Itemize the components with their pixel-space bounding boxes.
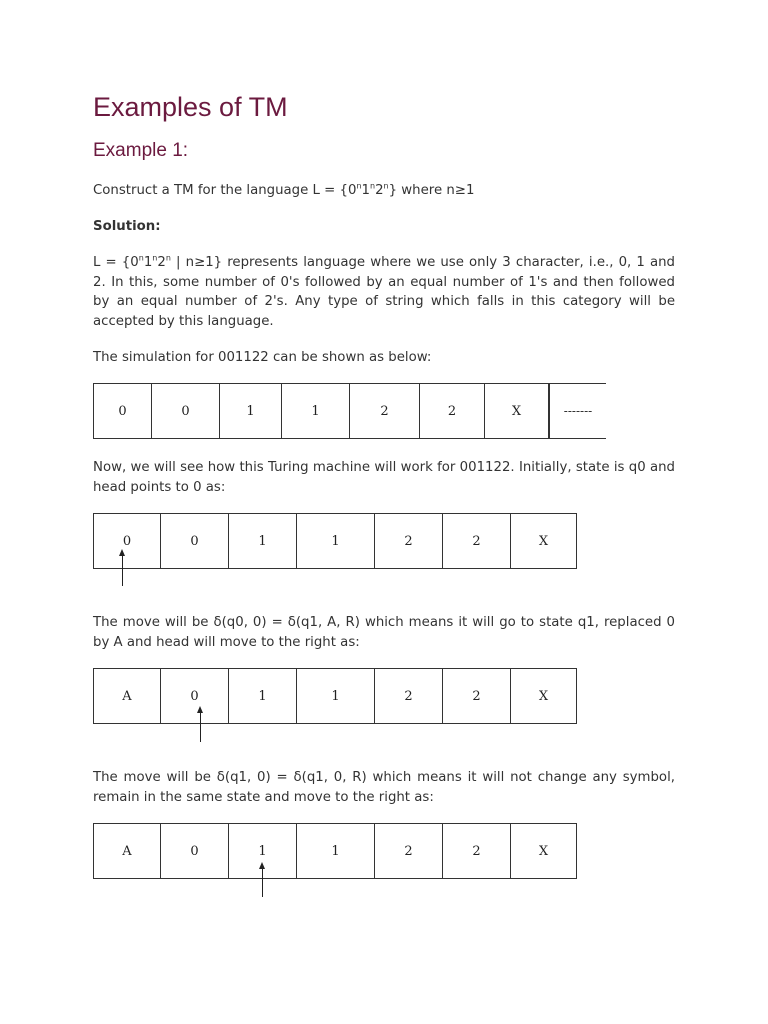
tape-cell: A xyxy=(93,669,160,723)
tape-diagram-step3 xyxy=(93,823,577,879)
tape-continuation: ------- xyxy=(548,384,606,438)
step2-text: The move will be δ(q0, 0) = δ(q1, A, R) which means it will go to state q1, replaced 0 by A and head will move to the right as: xyxy=(93,615,675,650)
section-heading: Example 1: xyxy=(93,140,189,161)
tape-cell: 1 xyxy=(296,669,374,723)
tape-cell: X xyxy=(510,514,577,568)
tape-cell: A xyxy=(93,824,160,878)
tape-cell: 1 xyxy=(296,824,374,878)
tape-cell: X xyxy=(510,824,577,878)
step3-text: The move will be δ(q1, 0) = δ(q1, 0, R) which means it will not change any symbol, remain in the same state and move to the right as: xyxy=(93,770,675,805)
tape-cell: 2 xyxy=(374,514,442,568)
description-paragraph: $L = \{0^n1^n2^n$ | n≥1} represents language where we use only 3 character, i.e., 0, 1 and 2. In this, some number of 0's followed by an equal number of 1's and then followed by an equal number of 2's. Any type of string which falls in this category will be accepted by this language. xyxy=(93,253,675,329)
tape-cell: 2 xyxy=(374,669,442,723)
tape-cell: 0 xyxy=(160,824,228,878)
tape-cell: 2 xyxy=(349,384,419,438)
tape-diagram-step2 xyxy=(93,668,577,724)
tape-cell: 2 xyxy=(442,514,510,568)
tape-cell: 2 xyxy=(374,824,442,878)
tape-cell: 0 xyxy=(151,384,219,438)
solution-label: Solution: xyxy=(93,219,161,234)
head-arrow-icon xyxy=(200,712,201,742)
tape-cell: X xyxy=(484,384,548,438)
problem-statement: Construct a TM for the language $L = \{0^n1^n2^n\}$ where n≥1 xyxy=(93,181,475,198)
tape-cell: 0 xyxy=(160,514,228,568)
head-arrow-icon xyxy=(122,555,123,586)
tape-cell: 1 xyxy=(281,384,349,438)
page-title: Examples of TM xyxy=(93,92,288,122)
tape-cell: 1 xyxy=(296,514,374,568)
tape-cell: X xyxy=(510,669,577,723)
tape-cell: 0 xyxy=(93,514,160,568)
tape-diagram-initial xyxy=(93,383,606,439)
tape-cell: 1 xyxy=(228,824,296,878)
tape-cell: 2 xyxy=(442,824,510,878)
tape-cell: 2 xyxy=(419,384,484,438)
tape-cell: 2 xyxy=(442,669,510,723)
tape-cell: 0 xyxy=(160,669,228,723)
head-arrow-icon xyxy=(262,868,263,897)
step1-text: Now, we will see how this Turing machine will work for 001122. Initially, state is q0 and head points to 0 as: xyxy=(93,460,675,495)
tape-cell: 1 xyxy=(219,384,281,438)
simulation-intro: The simulation for 001122 can be shown as below: xyxy=(93,350,432,365)
tape-cell: 1 xyxy=(228,669,296,723)
tape-cell: 0 xyxy=(93,384,151,438)
tape-diagram-step1 xyxy=(93,513,577,569)
tape-cell: 1 xyxy=(228,514,296,568)
